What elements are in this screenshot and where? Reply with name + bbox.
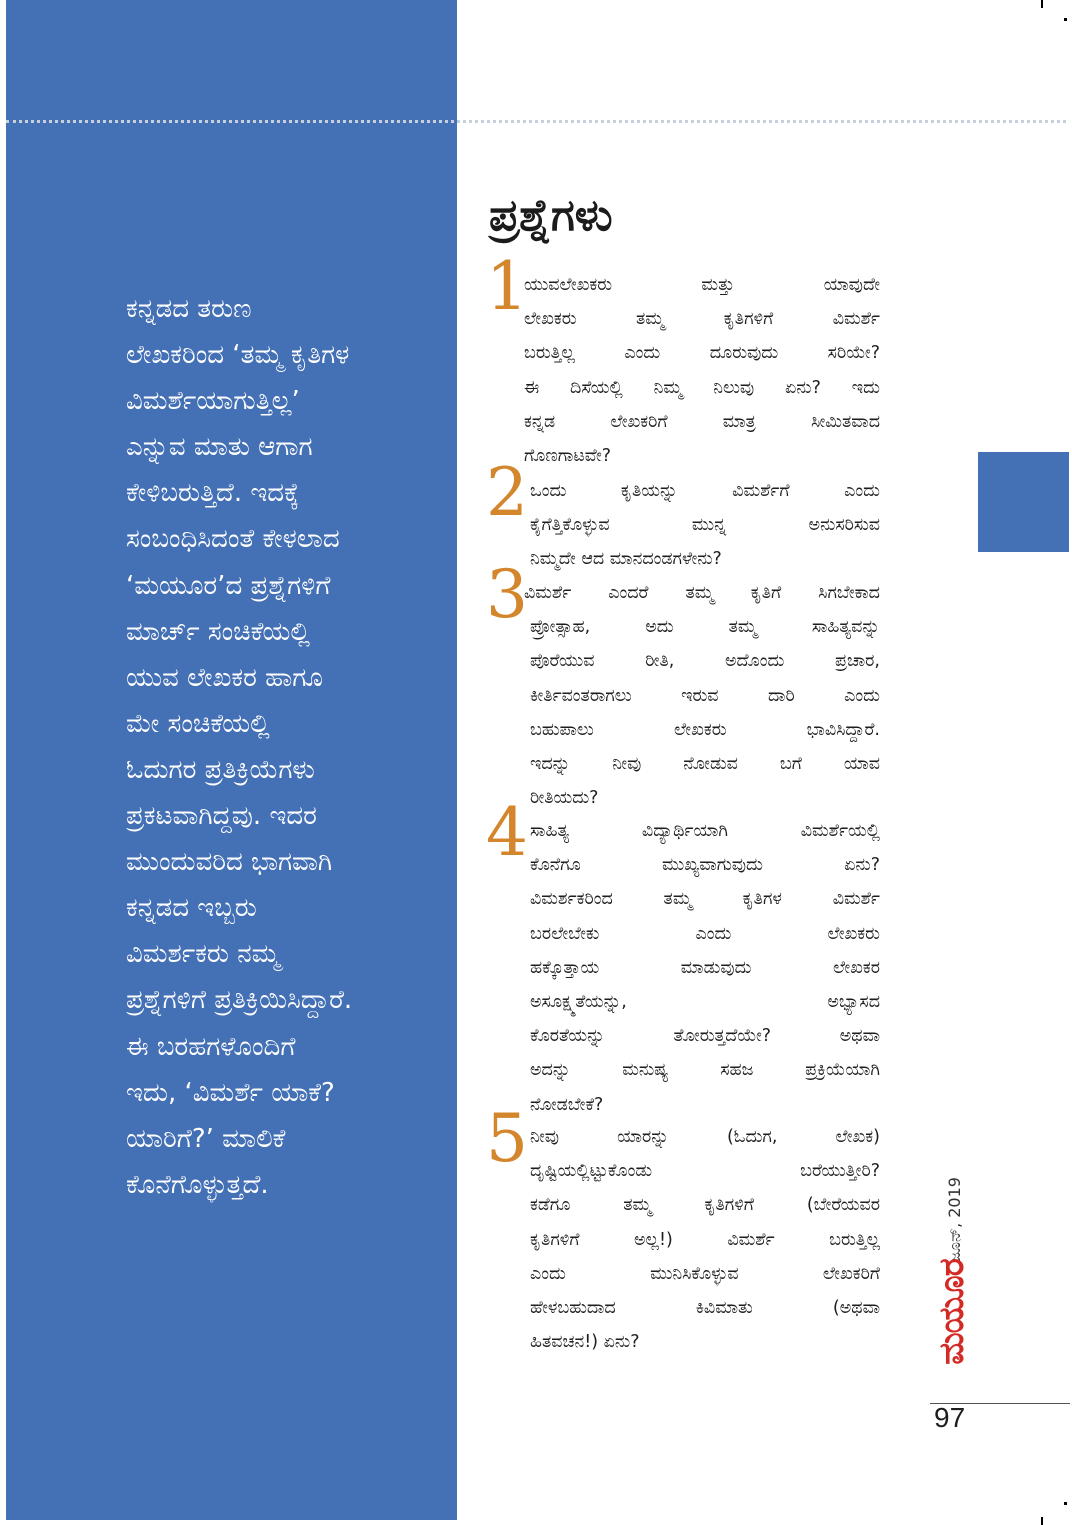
intro-line: ವಿಮರ್ಶೆಯಾಗುತ್ತಿಲ್ಲ’ xyxy=(126,386,300,417)
question-line: ರೀತಿಯದು? xyxy=(530,788,599,809)
question-line: ಹಕ್ಕೊತ್ತಾಯ ಮಾಡುವುದು ಲೇಖಕರ xyxy=(530,957,880,978)
intro-line: ಪ್ರಕಟವಾಗಿದ್ದವು. ಇದರ xyxy=(126,801,317,832)
question-line: ಹಿತವಚನ!) ಏನು? xyxy=(530,1332,640,1353)
crop-mark xyxy=(1064,1502,1067,1505)
questions-heading: ಪ್ರಶ್ನೆಗಳು xyxy=(489,190,613,241)
intro-line: ಕನ್ನಡದ ತರುಣ xyxy=(126,294,252,324)
question-text xyxy=(486,814,880,1122)
dotted-divider xyxy=(6,120,1066,123)
intro-line: ಓದುಗರ ಪ್ರತಿಕ್ರಿಯೆಗಳು xyxy=(126,754,315,785)
question-1 xyxy=(486,248,880,473)
question-line: ನೀವು ಯಾರನ್ನು (ಓದುಗ, ಲೇಖಕ) xyxy=(530,1127,880,1147)
crop-mark xyxy=(1041,1517,1043,1525)
question-line: ವಿಮರ್ಶಕರಿಂದ ತಮ್ಮ ಕೃತಿಗಳ ವಿಮರ್ಶೆ xyxy=(530,889,880,910)
question-line: ದೃಷ್ಟಿಯಲ್ಲಿಟ್ಟುಕೊಂಡು ಬರೆಯುತ್ತೀರಿ? xyxy=(530,1161,880,1182)
intro-line: ಮೇ ಸಂಚಿಕೆಯಲ್ಲಿ xyxy=(126,708,270,739)
question-line: ಕೀರ್ತಿವಂತರಾಗಲು ಇರುವ ದಾರಿ ಎಂದು xyxy=(530,685,880,706)
question-line: ಬಹುಪಾಲು ಲೇಖಕರು ಭಾವಿಸಿದ್ದಾರೆ. xyxy=(530,719,880,740)
intro-paragraph xyxy=(126,286,446,1208)
intro-line: ಕೊನೆಗೊಳ್ಳುತ್ತದೆ. xyxy=(126,1169,269,1200)
question-line: ಕಡೆಗೂ ತಮ್ಮ ಕೃತಿಗಳಿಗೆ (ಬೇರೆಯವರ xyxy=(530,1195,880,1216)
intro-line: ವಿಮರ್ಶಕರು ನಮ್ಮ xyxy=(126,939,280,970)
intro-line: ಲೇಖಕರಿಂದ ‘ತಮ್ಮ ಕೃತಿಗಳ xyxy=(126,340,350,371)
question-line: ಈ ದಿಸೆಯಲ್ಲಿ ನಿಮ್ಮ ನಿಲುವು ಏನು? ಇದು xyxy=(524,377,880,398)
intro-line: ಪ್ರಶ್ನೆಗಳಿಗೆ ಪ್ರತಿಕ್ರಿಯಿಸಿದ್ದಾರೆ. xyxy=(126,985,353,1016)
question-line: ಒಂದು ಕೃತಿಯನ್ನು ವಿಮರ್ಶೆಗೆ ಎಂದು xyxy=(530,481,880,501)
question-line: ಬರುತ್ತಿಲ್ಲ ಎಂದು ದೂರುವುದು ಸರಿಯೇ? xyxy=(524,343,880,364)
question-line: ಲೇಖಕರು ತಮ್ಮ ಕೃತಿಗಳಿಗೆ ವಿಮರ್ಶೆ xyxy=(524,309,880,330)
intro-line: ಕನ್ನಡದ ಇಬ್ಬರು xyxy=(126,893,257,924)
question-line: ವಿಮರ್ಶೆ ಎಂದರೆ ತಮ್ಮ ಕೃತಿಗೆ ಸಿಗಬೇಕಾದ xyxy=(524,583,880,603)
side-accent-block xyxy=(978,452,1069,552)
question-line: ಕನ್ನಡ ಲೇಖಕರಿಗೆ ಮಾತ್ರ ಸೀಮಿತವಾದ xyxy=(524,411,880,432)
question-line: ಕೊರತೆಯನ್ನು ತೋರುತ್ತದೆಯೇ? ಅಥವಾ xyxy=(530,1026,880,1047)
question-line: ಕೈಗೆತ್ತಿಕೊಳ್ಳುವ ಮುನ್ನ ಅನುಸರಿಸುವ xyxy=(530,515,880,536)
question-line: ಪ್ರೋತ್ಸಾಹ, ಅದು ತಮ್ಮ ಸಾಹಿತ್ಯವನ್ನು xyxy=(530,617,880,638)
question-number: 5 xyxy=(486,1100,528,1177)
question-line: ನಿಮ್ಮದೇ ಆದ ಮಾನದಂಡಗಳೇನು? xyxy=(530,549,722,570)
question-text xyxy=(486,474,880,577)
question-number: 4 xyxy=(486,794,528,871)
crop-mark xyxy=(1064,18,1067,21)
page-number: 97 xyxy=(934,1402,966,1433)
question-text xyxy=(486,576,880,815)
question-line: ನೋಡಬೇಕೆ? xyxy=(530,1094,604,1115)
intro-line: ಎನ್ನುವ ಮಾತು ಆಗಾಗ xyxy=(126,432,313,463)
question-text xyxy=(486,268,880,473)
question-line: ಕೃತಿಗಳಿಗೆ ಅಲ್ಲ!) ವಿಮರ್ಶೆ ಬರುತ್ತಿಲ್ಲ xyxy=(530,1229,880,1250)
question-line: ಅದನ್ನು ಮನುಷ್ಯ ಸಹಜ ಪ್ರಕ್ರಿಯೆಯಾಗಿ xyxy=(530,1060,880,1081)
intro-line: ಸಂಬಂಧಿಸಿದಂತೆ ಕೇಳಲಾದ xyxy=(126,524,340,555)
question-number: 1 xyxy=(486,248,528,325)
intro-line: ಇದು, ‘ವಿಮರ್ಶೆ ಯಾಕೆ? xyxy=(126,1077,335,1108)
question-text xyxy=(486,1120,880,1359)
question-line: ಹೇಳಬಹುದಾದ ಕಿವಿಮಾತು (ಅಥವಾ xyxy=(530,1298,880,1319)
question-line: ಬರಲೇಬೇಕು ಎಂದು ಲೇಖಕರು xyxy=(530,923,880,944)
intro-line: ಯುವ ಲೇಖಕರ ಹಾಗೂ xyxy=(126,662,323,693)
question-line: ಯುವಲೇಖಕರು ಮತ್ತು ಯಾವುದೇ xyxy=(524,275,880,295)
question-line: ಪೊರೆಯುವ ರೀತಿ, ಅದೊಂದು ಪ್ರಚಾರ, xyxy=(530,651,880,672)
question-line: ಎಂದು ಮುನಿಸಿಕೊಳ್ಳುವ ಲೇಖಕರಿಗೆ xyxy=(530,1263,880,1284)
question-line: ಇದನ್ನು ನೀವು ನೋಡುವ ಬಗೆ ಯಾವ xyxy=(530,754,880,775)
question-line: ಅಸೂಕ್ಷ್ಮತೆಯನ್ನು, ಅಭ್ಯಾಸದ xyxy=(530,992,880,1013)
question-number: 2 xyxy=(486,454,528,531)
issue-date: ಜೂನ್, 2019 xyxy=(945,1177,964,1263)
intro-line: ಯಾರಿಗೆ?’ ಮಾಲಿಕೆ xyxy=(126,1123,286,1154)
question-line: ಕೊನೆಗೂ ಮುಖ್ಯವಾಗುವುದು ಏನು? xyxy=(530,855,880,876)
question-line: ಸಾಹಿತ್ಯ ವಿದ್ಯಾರ್ಥಿಯಾಗಿ ವಿಮರ್ಶೆಯಲ್ಲಿ xyxy=(530,821,880,841)
intro-line: ಮುಂದುವರಿದ ಭಾಗವಾಗಿ xyxy=(126,847,333,878)
crop-mark xyxy=(1041,0,1043,8)
question-line: ಗೊಣಗಾಟವೇ? xyxy=(524,446,612,467)
masthead-logo: ಮಯೂರ xyxy=(932,1259,972,1365)
intro-line: ಮಾರ್ಚ್ ಸಂಚಿಕೆಯಲ್ಲಿ xyxy=(126,616,311,647)
intro-line: ಕೇಳಿಬರುತ್ತಿದೆ. ಇದಕ್ಕೆ xyxy=(126,478,300,509)
intro-line: ಈ ಬರಹಗಳೊಂದಿಗೆ xyxy=(126,1031,296,1062)
intro-line: ‘ಮಯೂರ’ದ ಪ್ರಶ್ನೆಗಳಿಗೆ xyxy=(126,570,331,601)
question-number: 3 xyxy=(486,556,528,633)
